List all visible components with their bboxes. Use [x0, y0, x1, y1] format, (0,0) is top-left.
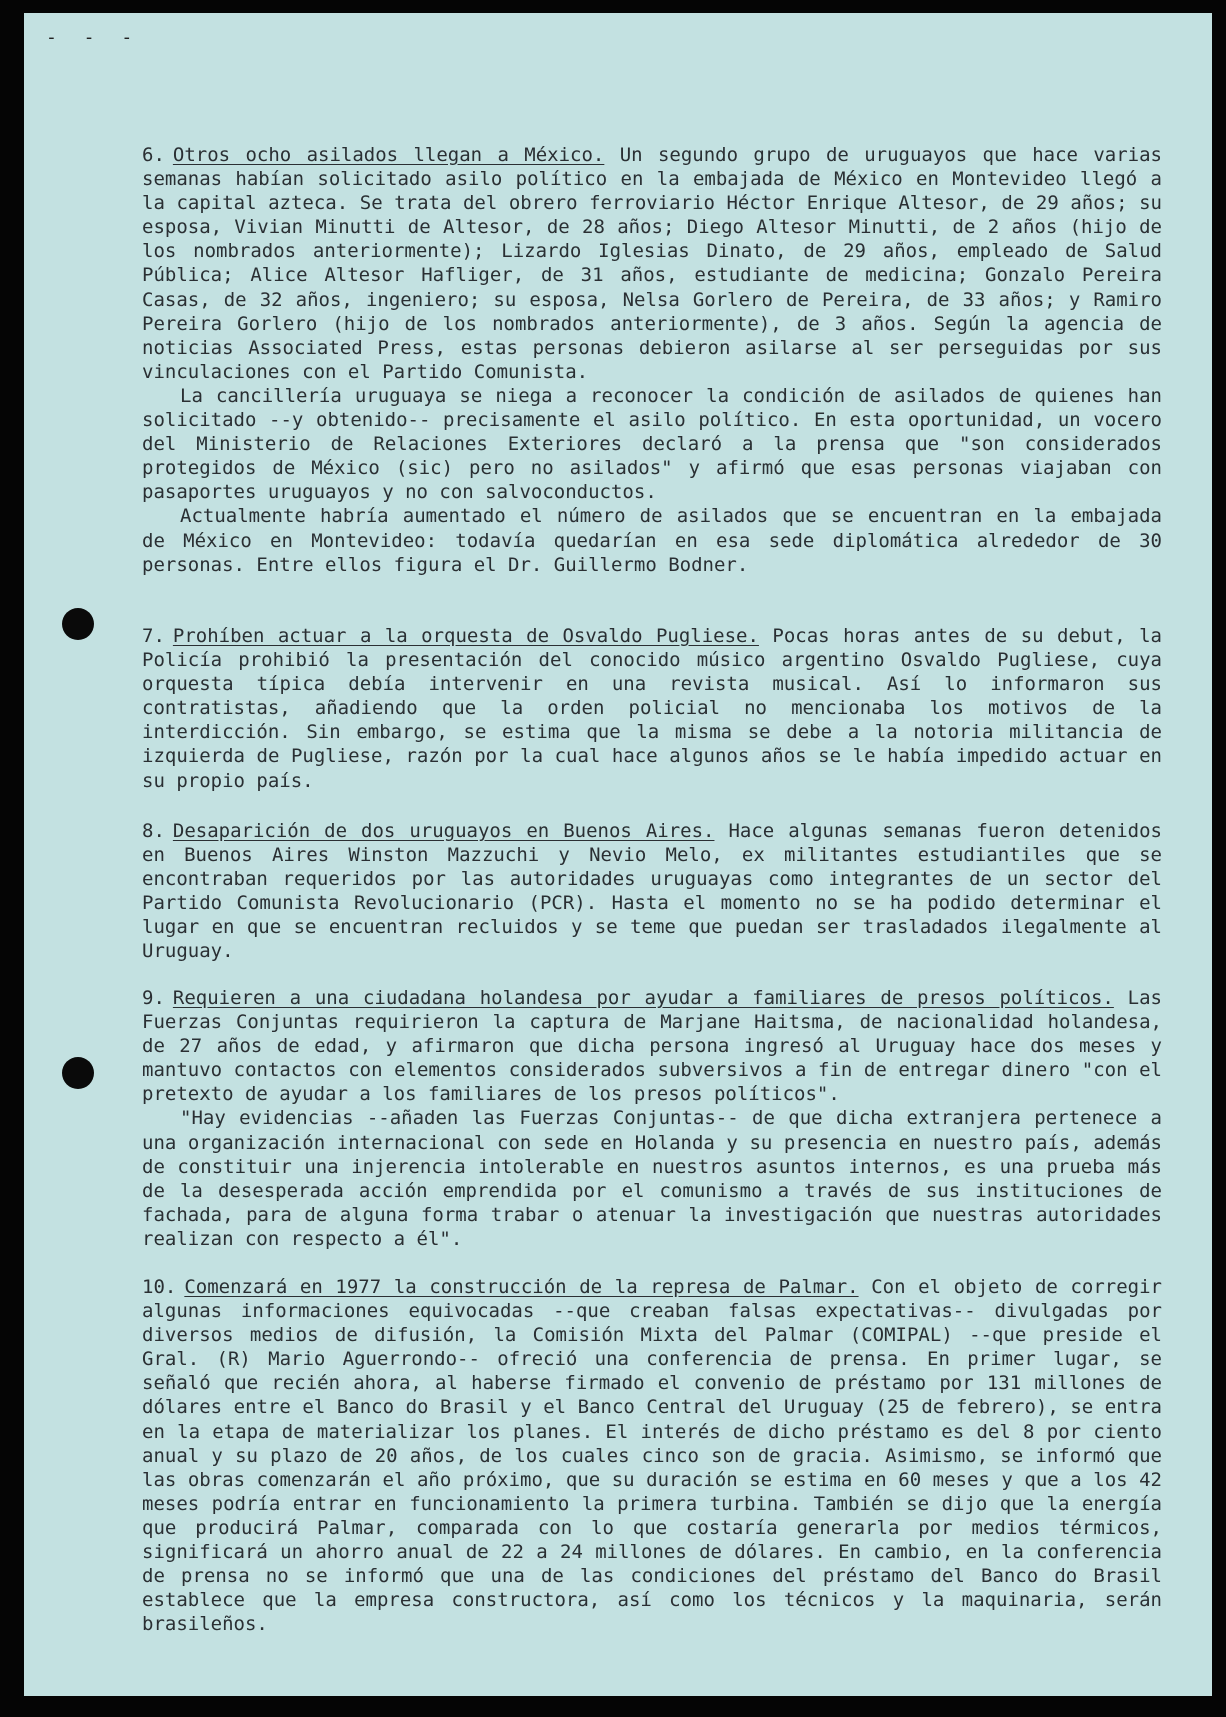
item-paragraph: Pocas horas antes de su debut, la Policía prohibió la presentación del conocido músico argentino Osvaldo Pugliese, cuya orquesta típica debía intervenir en una revista musical. Así lo informaron sus contratistas, añadiendo que la orden policial no mencionaba los motivos de la interdicción. Sin embargo, se estima que la misma se debe a la notoria militancia de izquierda de Pugliese, razón por la cual hace algunos años se le había impedido actuar en su propio país.: [142, 625, 1162, 792]
item-heading: Comenzará en 1977 la construcción de la represa de Palmar.: [184, 1276, 859, 1298]
item-lead-paragraph: [142, 624, 1162, 793]
punch-hole: [62, 1057, 94, 1089]
item-heading: Prohíben actuar a la orquesta de Osvaldo Pugliese.: [172, 625, 759, 647]
item-paragraph: La cancillería uruguaya se niega a reconocer la condición de asilados de quienes han solicitado --y obtenido-- precisamente el asilo político. En esta oportunidad, un vocero del Ministerio de Relaciones Exteriores declaró a la prensa que "son considerados protegidos de México (sic) pero no asilados" y afirmó que esas personas viajaban con pasaportes uruguayos y no con salvoconductos.: [142, 384, 1162, 504]
page-top-mark: - - -: [46, 27, 141, 48]
news-item-8: [142, 819, 1162, 964]
item-paragraph: Hace algunas semanas fueron detenidos en Buenos Aires Winston Mazzuchi y Nevio Melo, ex militantes estudiantiles que se encontraban requeridos por las autoridades uruguayas como integrantes de un sector del Partido Comunista Revolucionario (PCR). Hasta el momento no se ha podido determinar el lugar en que se encuentran recluidos y se teme que puedan ser trasladados ilegalmente al Uruguay.: [142, 820, 1162, 963]
news-item-7: [142, 624, 1162, 793]
item-number: 9.: [142, 987, 165, 1009]
item-lead-paragraph: [142, 819, 1162, 964]
item-heading: Requieren a una ciudadana holandesa por ayudar a familiares de presos políticos.: [172, 987, 1114, 1009]
item-number: 6.: [142, 144, 165, 166]
item-paragraph: Las Fuerzas Conjuntas requirieron la captura de Marjane Haitsma, de nacionalidad holandesa, de 27 años de edad, y afirmaron que dicha persona ingresó al Uruguay hace dos meses y mantuvo contactos con elementos considerados subversivos a fin de entregar dinero "con el pretexto de ayudar a los familiares de los presos políticos".: [142, 987, 1162, 1106]
item-paragraph: Un segundo grupo de uruguayos que hace varias semanas habían solicitado asilo político en la embajada de México en Montevideo llegó a la capital azteca. Se trata del obrero ferroviario Héctor Enrique Altesor, de 29 años; su esposa, Vivian Minutti de Altesor, de 28 años; Diego Altesor Minutti, de 2 años (hijo de los nombrados anteriormente); Lizardo Iglesias Dinato, de 29 años, empleado de Salud Pública; Alice Altesor Hafliger, de 31 años, estudiante de medicina; Gonzalo Pereira Casas, de 32 años, ingeniero; su esposa, Nelsa Gorlero de Pereira, de 33 años; y Ramiro Pereira Gorlero (hijo de los nombrados anteriormente), de 3 años. Según la agencia de noticias Associated Press, estas personas debieron asilarse al ser perseguidas por sus vinculaciones con el Partido Comunista.: [142, 144, 1162, 383]
news-item-6: [142, 143, 1162, 577]
item-number: 8.: [142, 820, 165, 842]
news-item-9: [142, 986, 1162, 1251]
item-paragraph: "Hay evidencias --añaden las Fuerzas Conjuntas-- de que dicha extranjera pertenece a una organización internacional con sede en Holanda y su presencia en nuestro país, además de constituir una injerencia intolerable en nuestros asuntos internos, es una prueba más de la desesperada acción emprendida por el comunismo a través de sus instituciones de fachada, para de alguna forma trabar o atenuar la investigación que nuestras autoridades realizan con respecto a él".: [142, 1107, 1162, 1250]
item-heading: Desaparición de dos uruguayos en Buenos Aires.: [172, 820, 715, 842]
item-heading: Otros ocho asilados llegan a México.: [172, 144, 605, 166]
item-lead-paragraph: [142, 1275, 1162, 1636]
document-page: [24, 13, 1212, 1696]
item-lead-paragraph: [142, 986, 1162, 1106]
news-item-10: [142, 1275, 1162, 1636]
item-lead-paragraph: [142, 143, 1162, 384]
item-number: 7.: [142, 625, 165, 647]
item-number: 10.: [142, 1276, 177, 1298]
item-paragraph: Actualmente habría aumentado el número de asilados que se encuentran en la embajada de México en Montevideo: todavía quedarían en esa sede diplomática alrededor de 30 personas. Entre ellos figura el Dr. Guillermo Bodner.: [142, 505, 1162, 576]
item-paragraph: Con el objeto de corregir algunas informaciones equivocadas --que creaban falsas expectativas-- divulgadas por diversos medios de difusión, la Comisión Mixta del Palmar (COMIPAL) --que preside el Gral. (R) Mario Aguerrondo-- ofreció una conferencia de prensa. En primer lugar, se señaló que recién ahora, al haberse firmado el convenio de préstamo por 131 millones de dólares entre el Banco do Brasil y el Banco Central del Uruguay (25 de febrero), se entra en la etapa de materializar los planes. El interés de dicho préstamo es del 8 por ciento anual y su plazo de 20 años, de los cuales cinco son de gracia. Asimismo, se informó que las obras comenzarán el año próximo, que su duración se estima en 60 meses y que a los 42 meses podría entrar en funcionamiento la primera turbina. También se dijo que la energía que producirá Palmar, comparada con lo que costaría generarla por medios térmicos, significará un ahorro anual de 22 a 24 millones de dólares. En cambio, en la conferencia de prensa no se informó que una de las condiciones del préstamo del Banco do Brasil establece que la empresa constructora, así como los técnicos y la maquinaria, serán brasileños.: [142, 1276, 1162, 1636]
punch-hole: [62, 608, 94, 640]
